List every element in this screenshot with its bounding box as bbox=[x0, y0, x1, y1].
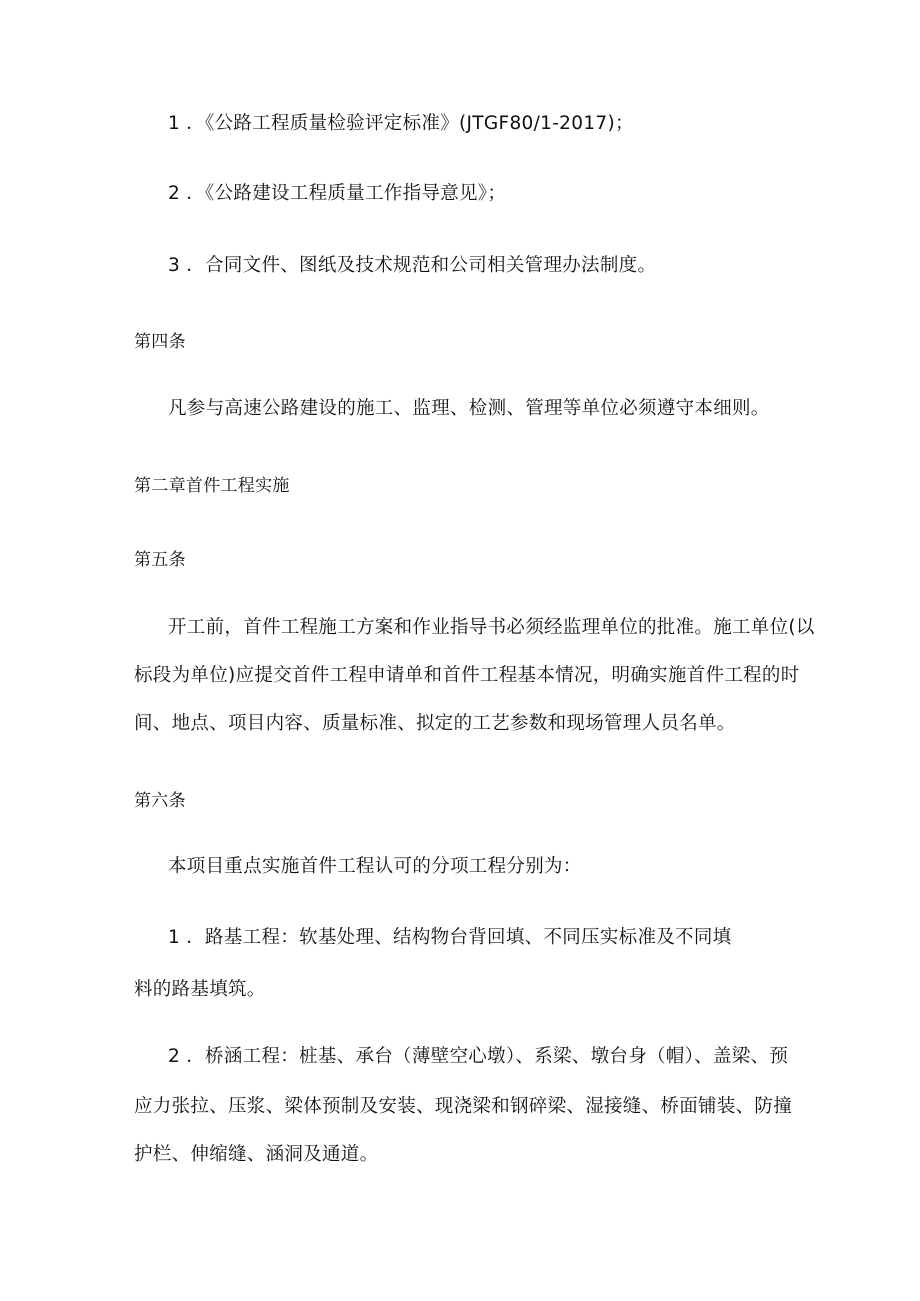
standard-item-2: 2 ．《公路建设工程质量工作指导意见》； bbox=[168, 183, 507, 204]
standard-item-1: 1 ．《公路工程质量检验评定标准》(JTGF80/1-2017)； bbox=[168, 113, 634, 134]
article-5-body-line-1: 开工前，首件工程施工方案和作业指导书必须经监理单位的批准。施工单位(以 bbox=[168, 617, 815, 638]
chapter-2-heading: 第二章首件工程实施 bbox=[134, 476, 290, 496]
article-6-item-2-line-2: 应力张拉、压浆、梁体预制及安装、现浇梁和钢碎梁、湿接缝、桥面铺装、防撞 bbox=[134, 1096, 793, 1117]
article-4-heading: 第四条 bbox=[134, 332, 186, 352]
article-5-body-line-3: 间、地点、项目内容、质量标准、拟定的工艺参数和现场管理人员名单。 bbox=[134, 713, 736, 734]
standard-item-3: 3 ．合同文件、图纸及技术规范和公司相关管理办法制度。 bbox=[168, 255, 657, 276]
article-4-body: 凡参与高速公路建设的施工、监理、检测、管理等单位必须遵守本细则。 bbox=[168, 398, 770, 419]
article-5-body-line-2: 标段为单位)应提交首件工程申请单和首件工程基本情况，明确实施首件工程的时 bbox=[134, 665, 800, 686]
article-6-heading: 第六条 bbox=[134, 791, 186, 811]
article-6-intro: 本项目重点实施首件工程认可的分项工程分别为： bbox=[168, 856, 582, 877]
article-5-heading: 第五条 bbox=[134, 550, 186, 570]
article-6-item-2-line-1: 2 ．桥涵工程：桩基、承台（薄壁空心墩）、系梁、墩台身（帽）、盖梁、预 bbox=[168, 1046, 789, 1067]
article-6-item-1-line-1: 1 ．路基工程：软基处理、结构物台背回填、不同压实标准及不同填 bbox=[168, 927, 732, 948]
article-6-item-2-line-3: 护栏、伸缩缝、涵洞及通道。 bbox=[134, 1144, 379, 1165]
article-6-item-1-line-2: 料的路基填筑。 bbox=[134, 979, 266, 1000]
